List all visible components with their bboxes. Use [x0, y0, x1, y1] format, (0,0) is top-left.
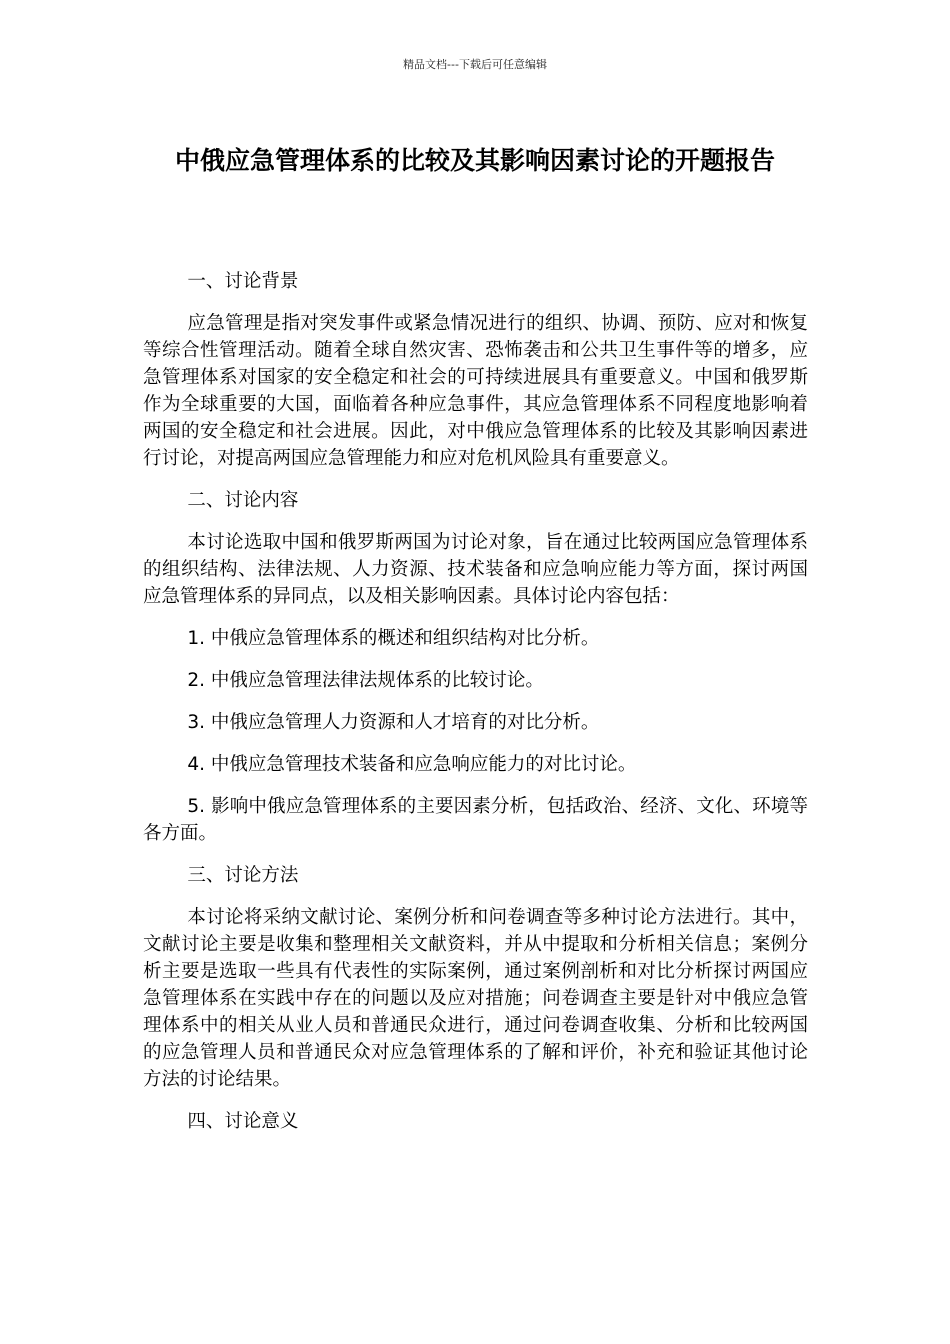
section-heading-significance: 四、讨论意义: [187, 1111, 299, 1132]
paragraph-methods: 本讨论将采纳文献讨论、案例分析和问卷调查等多种讨论方法进行。其中，文献讨论主要是收集和整理相关文献资料，并从中提取和分析相关信息；案例分析主要是选取一些具有代表性的实际案例，通过案例剖析和对比分析探讨两国应急管理体系在实践中存在的问题以及应对措施；问卷调查主要是针对中俄应急管理体系中的相关从业人员和普通民众进行，通过问卷调查收集、分析和比较两国的应急管理人员和普通民众对应急管理体系的了解和评价，补充和验证其他讨论方法的讨论结果。: [143, 907, 808, 1090]
document-body: [143, 268, 808, 1150]
section-heading-background: 一、讨论背景: [187, 271, 299, 292]
section-heading-content: 二、讨论内容: [187, 490, 299, 511]
list-item-2: 2. 中俄应急管理法律法规体系的比较讨论。: [187, 670, 544, 691]
list-item-1: 1. 中俄应急管理体系的概述和组织结构对比分析。: [187, 628, 600, 649]
list-item-5: 5. 影响中俄应急管理体系的主要因素分析，包括政治、经济、文化、环境等各方面。: [143, 796, 808, 844]
list-item-4: 4. 中俄应急管理技术装备和应急响应能力的对比讨论。: [187, 754, 637, 775]
paragraph-content-intro: 本讨论选取中国和俄罗斯两国为讨论对象，旨在通过比较两国应急管理体系的组织结构、法律法规、人力资源、技术装备和应急响应能力等方面，探讨两国应急管理体系的异同点，以及相关影响因素。具体讨论内容包括：: [143, 532, 808, 607]
document-title: 中俄应急管理体系的比较及其影响因素讨论的开题报告: [174, 146, 775, 175]
header-note: 精品文档---下载后可任意编辑: [403, 58, 547, 71]
section-heading-methods: 三、讨论方法: [187, 865, 299, 886]
paragraph-background: 应急管理是指对突发事件或紧急情况进行的组织、协调、预防、应对和恢复等综合性管理活动。随着全球自然灾害、恐怖袭击和公共卫生事件等的增多，应急管理体系对国家的安全稳定和社会的可持续进展具有重要意义。中国和俄罗斯作为全球重要的大国，面临着各种应急事件，其应急管理体系不同程度地影响着两国的安全稳定和社会进展。因此，对中俄应急管理体系的比较及其影响因素进行讨论，对提高两国应急管理能力和应对危机风险具有重要意义。: [143, 313, 808, 469]
list-item-3: 3. 中俄应急管理人力资源和人才培育的对比分析。: [187, 712, 600, 733]
